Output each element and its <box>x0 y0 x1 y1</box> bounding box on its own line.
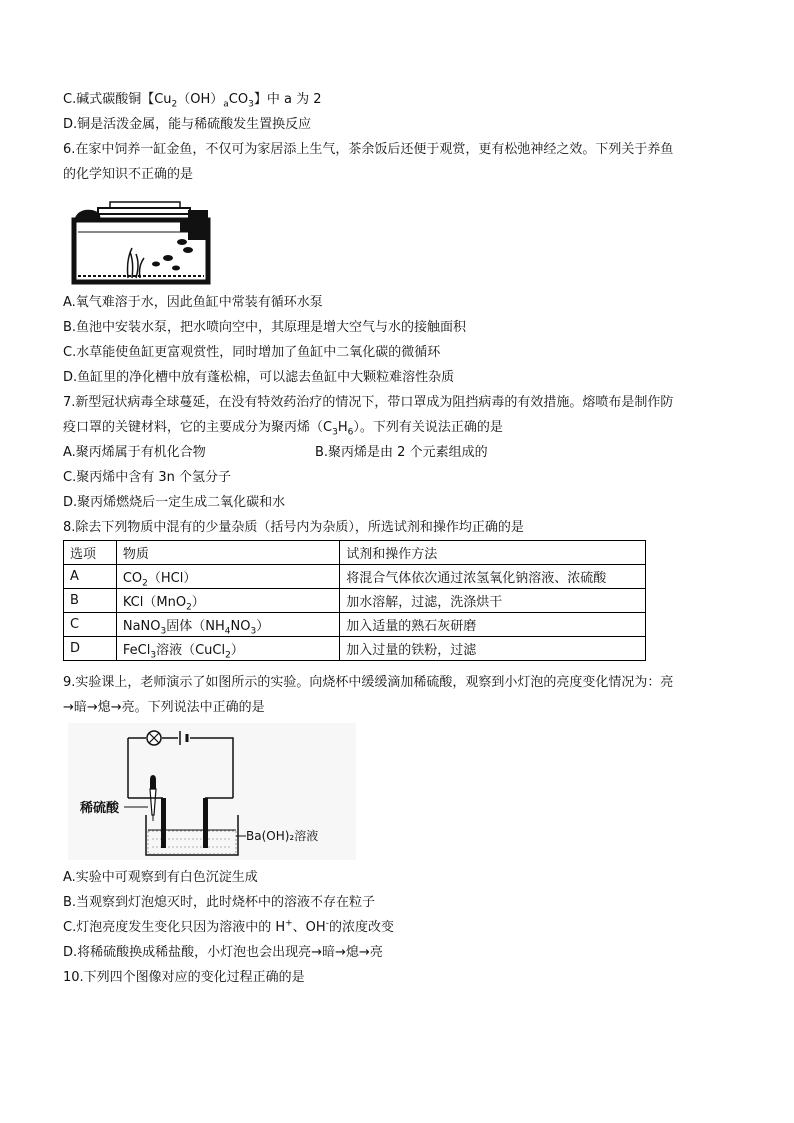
row-option: A <box>64 565 117 589</box>
row-method: 将混合气体依次通过浓氢氧化钠溶液、浓硫酸 <box>340 565 646 589</box>
q7-option-b: B.聚丙烯是由 2 个元素组成的 <box>315 445 488 460</box>
q6-option-a: A.氧气难溶于水，因此鱼缸中常装有循环水泵 <box>63 295 323 310</box>
q9-stem-line1: 9.实验课上，老师演示了如图所示的实验。向烧杯中缓缓滴加稀硫酸，观察到小灯泡的亮度变化情况为：亮 <box>63 675 674 690</box>
q7-option-a: A.聚丙烯属于有机化合物 <box>63 445 206 460</box>
header-substance: 物质 <box>116 541 339 565</box>
row-method: 加水溶解，过滤，洗涤烘干 <box>340 589 646 613</box>
row-substance: KCl（MnO$_2$） <box>116 589 339 613</box>
row-substance: FeCl$_3$溶液（CuCl$_2$） <box>116 637 339 661</box>
solution-label: Ba(OH)₂溶液 <box>246 829 319 843</box>
header-method: 试剂和操作方法 <box>340 541 646 565</box>
row-substance: NaNO$_3$固体$(NH_4NO_3)$ <box>116 613 339 637</box>
header-option: 选项 <box>64 541 117 565</box>
row-option: D <box>64 637 117 661</box>
q9-option-b: B.当观察到灯泡熄灭时，此时烧杯中的溶液不存在粒子 <box>63 895 376 910</box>
q7-option-d: D.聚丙烯燃烧后一定生成二氧化碳和水 <box>63 495 286 510</box>
q6-stem-line1: 6.在家中饲养一缸金鱼，不仅可为家居添上生气，茶余饭后还便于观赏，更有松弛神经之效。下列关于养鱼 <box>63 142 674 157</box>
q7-stem-line1: 7.新型冠状病毒全球蔓延，在没有特效药治疗的情况下，带口罩成为阻挡病毒的有效措施。熔喷布是制作防 <box>63 395 674 410</box>
q6-option-d: D.鱼缸里的净化槽中放有蓬松棉，可以滤去鱼缸中大颗粒难溶性杂质 <box>63 370 455 385</box>
q9-option-c: C.灯泡亮度发生变化只因为溶液中的 H+、OH-的浓度改变 <box>63 918 394 935</box>
row-option: B <box>64 589 117 613</box>
q6-option-b: B.鱼池中安装水泵，把水喷向空中，其原理是增大空气与水的接触面积 <box>63 320 467 335</box>
q5-option-c: C.碱式碳酸铜【$Cu_2(OH)_aCO_3$】中 a 为 2 <box>63 92 322 110</box>
table-header-row <box>64 541 646 565</box>
q8-options-table <box>63 540 646 661</box>
table-row <box>64 589 646 613</box>
fish-tank-figure <box>70 192 220 287</box>
row-method: 加入适量的熟石灰研磨 <box>340 613 646 637</box>
table-row <box>64 565 646 589</box>
q7-option-c: C.聚丙烯中含有 3n 个氢分子 <box>63 470 231 485</box>
q9-stem-line2: →暗→熄→亮。下列说法中正确的是 <box>63 700 265 715</box>
row-method: 加入过量的铁粉，过滤 <box>340 637 646 661</box>
q9-option-d: D.将稀硫酸换成稀盐酸，小灯泡也会出现亮→暗→熄→亮 <box>63 945 383 960</box>
circuit-experiment-figure <box>68 723 356 860</box>
row-option: C <box>64 613 117 637</box>
q7-stem-line2: 疫口罩的关键材料，它的主要成分为聚丙烯$(C_3H_6)$。下列有关说法正确的是 <box>63 420 503 438</box>
q8-stem: 8.除去下列物质中混有的少量杂质（括号内为杂质），所选试剂和操作均正确的是 <box>63 520 524 535</box>
row-substance: $CO_2(HCl)$ <box>116 565 339 589</box>
acid-label: 稀硫酸 <box>80 801 120 816</box>
table-row <box>64 613 646 637</box>
q6-option-c: C.水草能使鱼缸更富观赏性，同时增加了鱼缸中二氧化碳的微循环 <box>63 345 441 360</box>
q6-stem-line2: 的化学知识不正确的是 <box>63 167 194 182</box>
q10-stem: 10.下列四个图像对应的变化过程正确的是 <box>63 970 305 985</box>
q5-option-d: D.铜是活泼金属，能与稀硫酸发生置换反应 <box>63 117 312 132</box>
q9-option-a: A.实验中可观察到有白色沉淀生成 <box>63 870 258 885</box>
table-row <box>64 637 646 661</box>
